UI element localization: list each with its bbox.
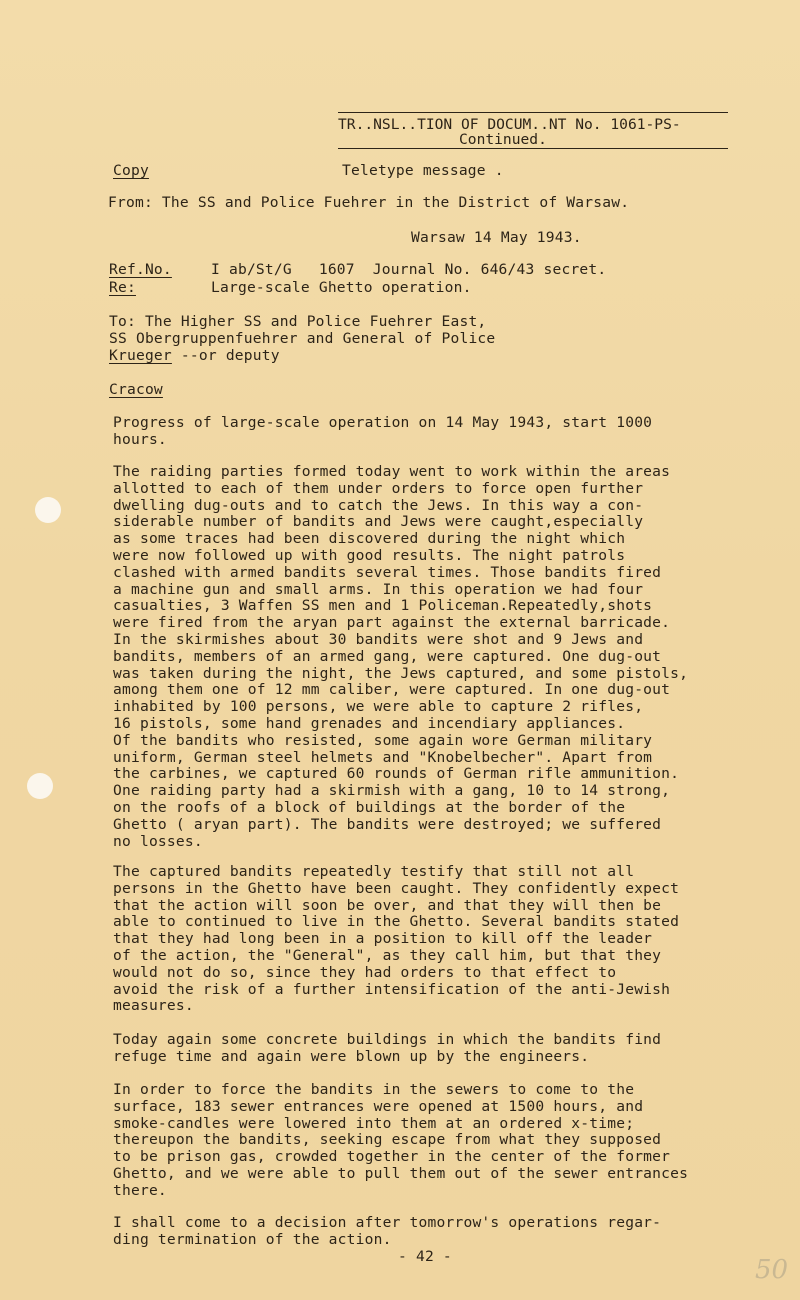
header-title: TR..NSL..TION OF DOCUM..NT No. 1061-PS-	[338, 116, 681, 133]
header-bottom-rule	[338, 148, 728, 149]
from-line: From: The SS and Police Fuehrer in the District of Warsaw.	[108, 194, 630, 211]
ref-value: I ab/St/G 1607 Journal No. 646/43 secret.	[211, 261, 607, 278]
handwritten-page-number: 50	[755, 1255, 789, 1285]
punch-hole	[27, 773, 53, 799]
recipient-name: Krueger	[109, 347, 172, 364]
place-date: Warsaw 14 May 1943.	[411, 229, 582, 246]
paragraph-captured-bandits: The captured bandits repeatedly testify that still not all persons in the Ghetto have been caught. They confidently expect that the action will soon be over, and that they will then be able to continued to live in the Ghetto. Several bandits stated that they had long been in a position to kill off the leader of the action, the "General", as they call him, but that they would not do so, since they had orders to that effect to avoid the risk of a further intensification of the anti-Jewish measures.	[113, 863, 680, 1015]
copy-label: Copy	[113, 162, 149, 179]
message-type: Teletype message .	[342, 162, 504, 179]
header-top-rule	[338, 112, 728, 113]
punch-hole	[35, 497, 61, 523]
destination: Cracow	[109, 381, 163, 398]
re-label: Re:	[109, 279, 136, 296]
paragraph-raiding-parties: The raiding parties formed today went to work within the areas allotted to each of them under orders to force open further dwelling dug-outs and to catch the Jews. In this way a con- siderable number of bandits and Jews were caught,especially as some traces had been discovered during the night which were now followed up with good results. The night patrols clashed with armed bandits several times. Those bandits fired a machine gun and small arms. In this operation we had four casualties, 3 Waffen SS men and 1 Policeman.Repeatedly,shots were fired from the aryan part against the external barricade. In the skirmishes about 30 bandits were shot and 9 Jews and bandits, members of an armed gang, were captured. One dug-out was taken during the night, the Jews captured, and some pistols, among them one of 12 mm caliber, were captured. In one dug-out inhabited by 100 persons, we were able to capture 2 rifles, 16 pistols, some hand grenades and incendiary appliances. Of the bandits who resisted, some again wore German military uniform, German steel helmets and "Knobelbecher". Apart from the carbines, we captured 60 rounds of German rifle ammunition. One raiding party had a skirmish with a gang, 10 to 14 strong, on the roofs of a block of buildings at the border of the Ghetto ( aryan part). The bandits were destroyed; we suffered no losses.	[113, 463, 689, 850]
to-line-2: SS Obergruppenfuehrer and General of Police	[109, 330, 496, 347]
header-continued: Continued.	[459, 131, 547, 148]
ref-label: Ref.No.	[109, 261, 172, 278]
paragraph-sewers: In order to force the bandits in the sewers to come to the surface, 183 sewer entrances were opened at 1500 hours, and smoke-candles were lowered into them at an ordered x-time; thereupon the bandits, seeking escape from what they supposed to be prison gas, crowded together in the center of the former Ghetto, and we were able to pull them out of the sewer entrances there.	[113, 1081, 689, 1199]
paragraph-concrete-buildings: Today again some concrete buildings in which the bandits find refuge time and again were blown up by the engineers.	[113, 1031, 662, 1065]
to-line-3	[109, 348, 280, 364]
paragraph-decision: I shall come to a decision after tomorrow's operations regar- ding termination of the action.	[113, 1214, 662, 1248]
re-value: Large-scale Ghetto operation.	[211, 279, 472, 296]
recipient-rest: --or deputy	[171, 347, 280, 364]
to-line-1: To: The Higher SS and Police Fuehrer East,	[109, 313, 487, 330]
page-number: - 42 -	[398, 1248, 452, 1265]
paragraph-progress: Progress of large-scale operation on 14 May 1943, start 1000 hours.	[113, 414, 653, 448]
